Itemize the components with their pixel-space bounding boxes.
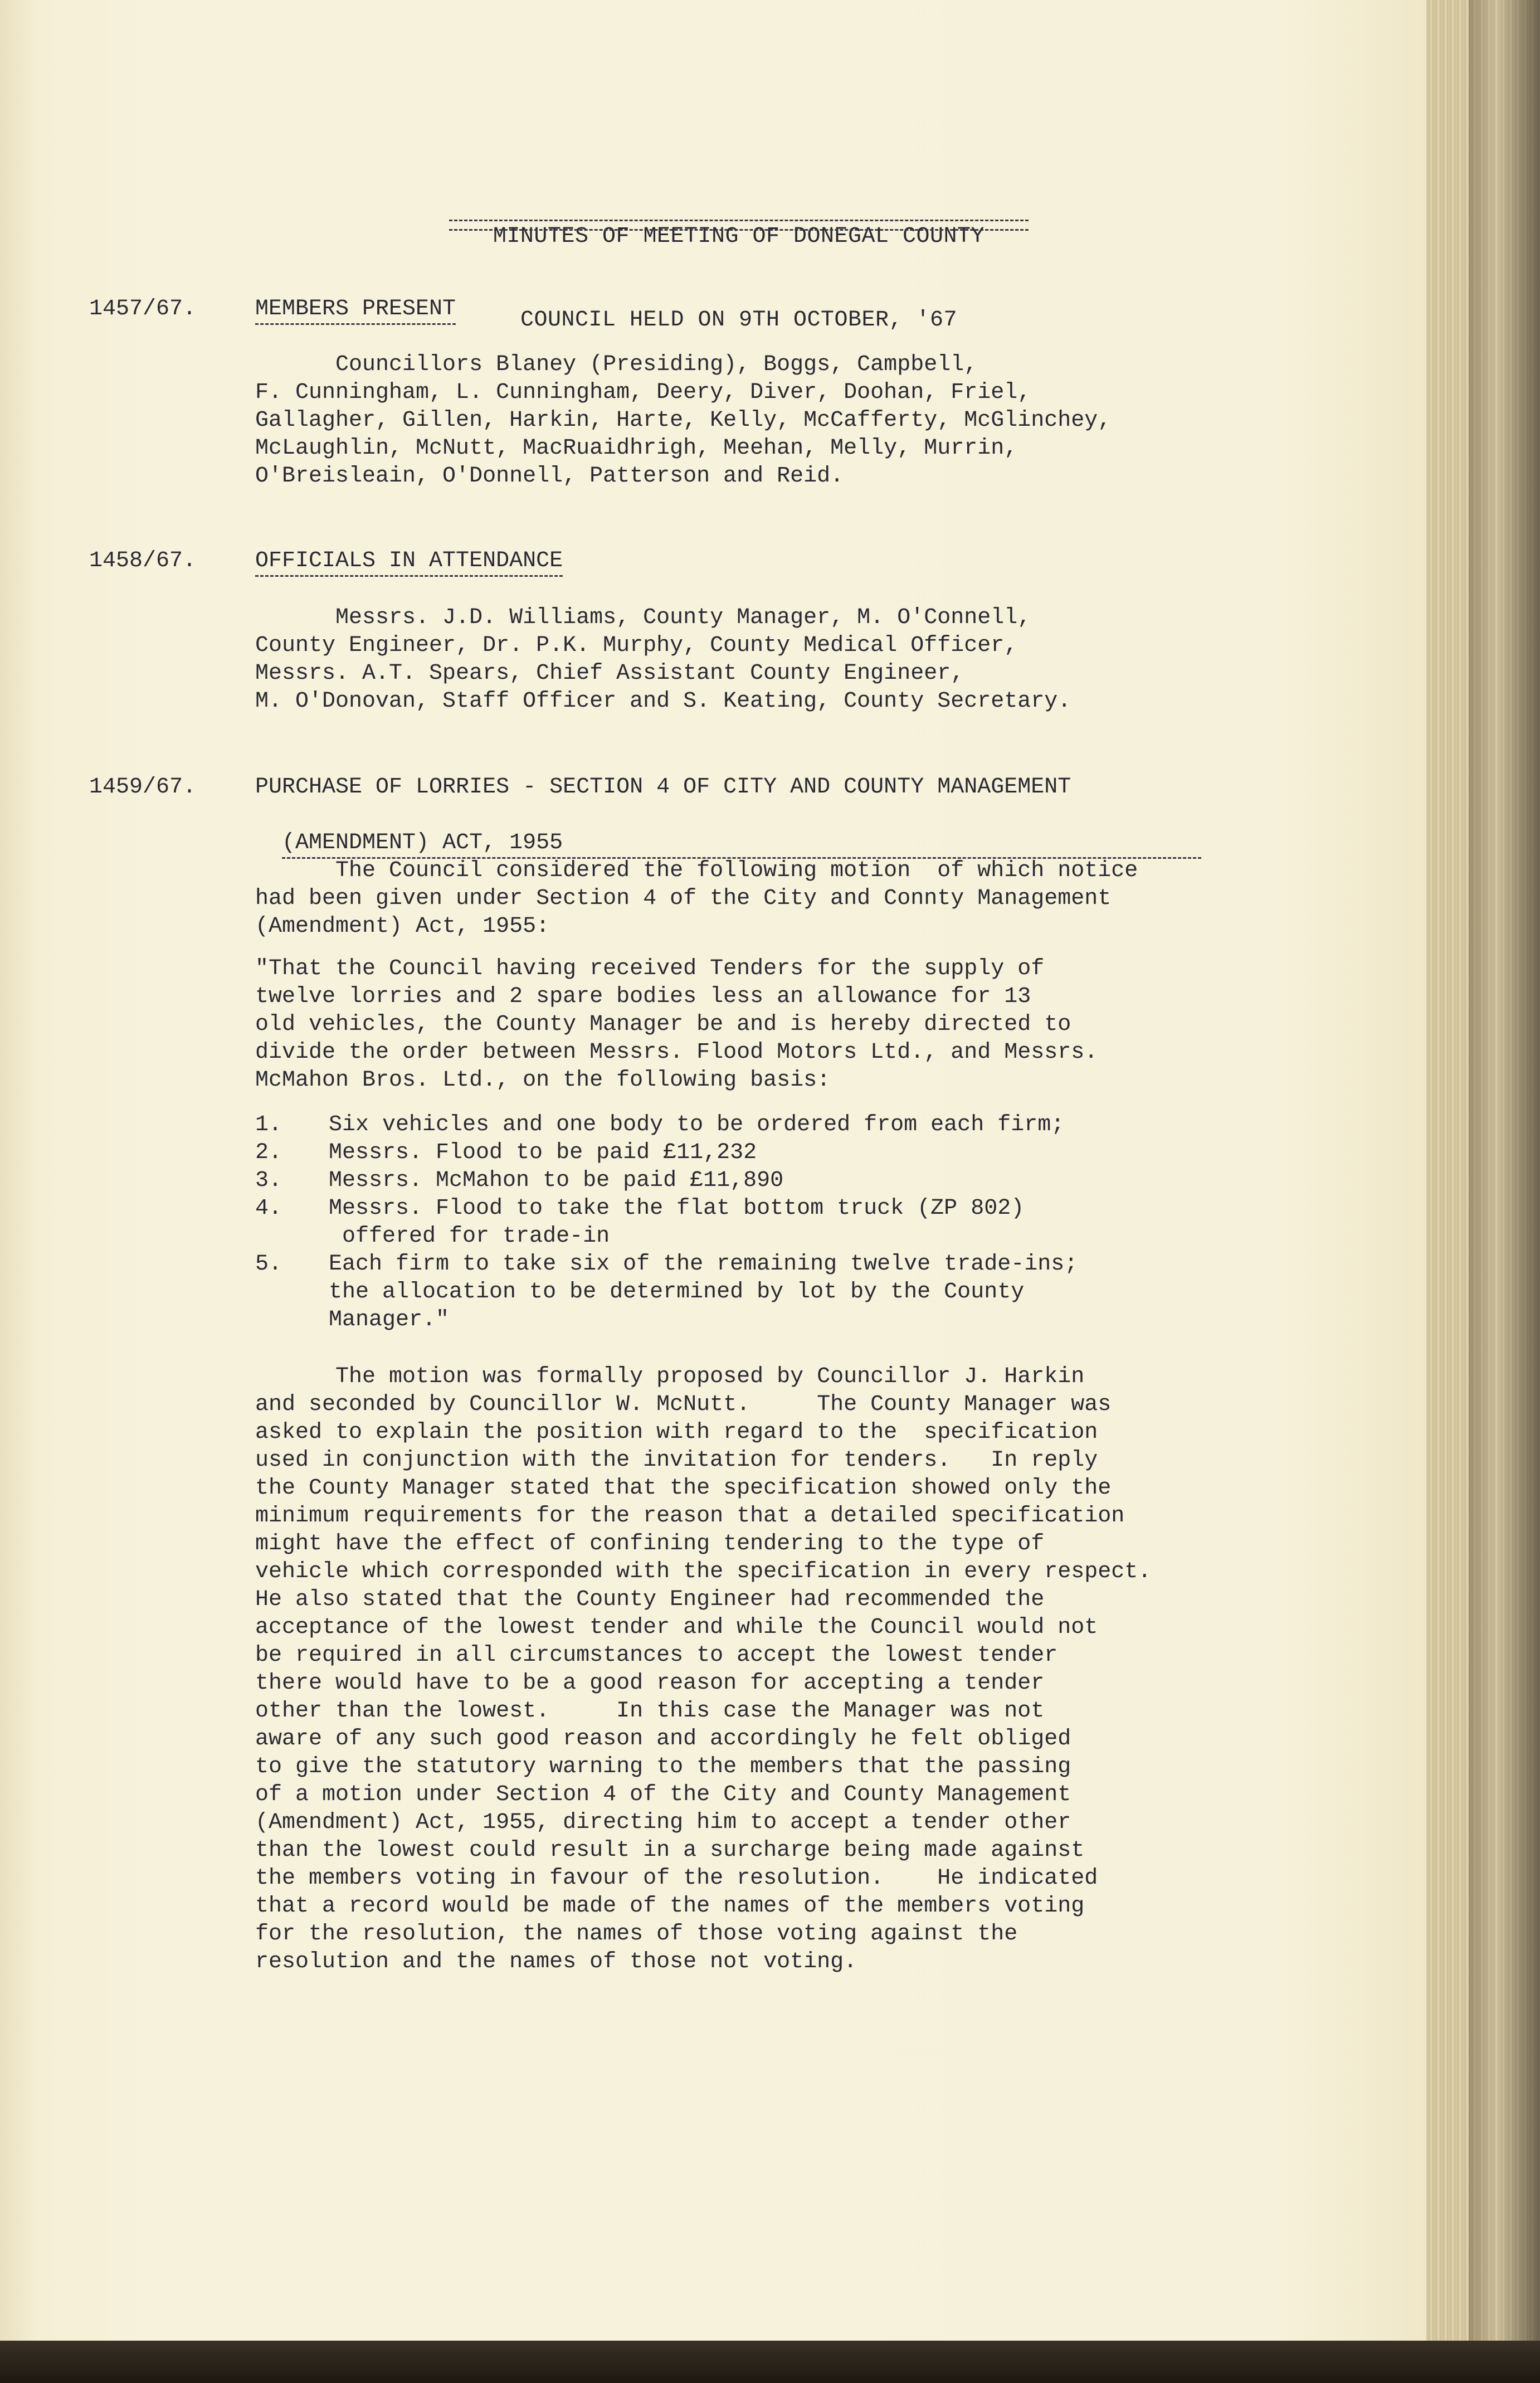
- motion-item-text: Six vehicles and one body to be ordered from each firm;: [329, 1112, 1065, 1137]
- title-line-1: MINUTES OF MEETING OF DONEGAL COUNTY: [493, 224, 985, 249]
- page-bottom-edge: [0, 2341, 1540, 2383]
- motion-item-text: Messrs. Flood to take the flat bottom truck (ZP 802) offered for trade-in: [329, 1196, 1025, 1249]
- minute-number-1459: 1459/67.: [89, 775, 197, 800]
- motion-item-text: Each firm to take six of the remaining twelve trade-ins; the allocation to be determined by lot by the County Manager.": [329, 1252, 1078, 1332]
- motion-item-number: 2.: [255, 1140, 282, 1165]
- heading-officials: OFFICIALS IN ATTENDANCE: [255, 547, 563, 577]
- discussion-text: The motion was formally proposed by Councillor J. Harkin and seconded by Councillor W. McNutt. The County Manager was asked to explain the position with regard to the specification used in conjunction with the invitation for tenders. In reply the County Manager stated that the specification showed only the minimum requirements for the reason that a detailed specification might have the effect of confining tendering to the type of vehicle which corresponded with the specification in every respect. He also stated that the County Engineer had recommended the acceptance of the lowest tender and while the Council would not be required in all circumstances to accept the lowest tender there would have to be a good reason for accepting a tender other than the lowest. In this case the Manager was not aware of any such good reason and accordingly he felt obliged to give the statutory warning to the members that the passing of a motion under Section 4 of the City and County Management (Amendment) Act, 1955, directing him to accept a tender other than the lowest could result in a surcharge being made against the members voting in favour of the resolution. He indicated that a record would be made of the names of the members voting for the resolution, the names of those voting against the resolution and the names of those not voting.: [255, 1364, 1152, 1975]
- motion-item-number: 4.: [255, 1196, 282, 1221]
- document-title: [460, 167, 1017, 362]
- motion-item-text: Messrs. Flood to be paid £11,232: [329, 1140, 757, 1165]
- heading-purchase-line-2: [255, 801, 1175, 859]
- motion-item-text: Messrs. McMahon to be paid £11,890: [329, 1168, 784, 1193]
- motion-item-number: 1.: [255, 1112, 282, 1137]
- heading-purchase-line-1: PURCHASE OF LORRIES - SECTION 4 OF CITY AND COUNTY MANAGEMENT: [255, 775, 1071, 800]
- motion-item-number: 3.: [255, 1168, 282, 1193]
- binding-shadow: [1469, 0, 1540, 2383]
- title-line-2: COUNCIL HELD ON 9TH OCTOBER, '67: [520, 308, 958, 333]
- heading-purchase-line-2-text: (AMENDMENT) ACT, 1955: [282, 829, 1201, 859]
- minute-number-1458: 1458/67.: [89, 548, 197, 573]
- officials-text: Messrs. J.D. Williams, County Manager, M. O'Connell, County Engineer, Dr. P.K. Murphy, County Medical Officer, Messrs. A.T. Spears, Chief Assistant County Engineer, M. O'Donovan, Staff Officer and S. Keating, County Secretary.: [255, 605, 1071, 714]
- members-present-text: Councillors Blaney (Presiding), Boggs, Campbell, F. Cunningham, L. Cunningham, Deery, Diver, Doohan, Friel, Gallagher, Gillen, Harkin, Harte, Kelly, McCafferty, McGlinchey, McLaughlin, McNutt, MacRuaidhrigh, Meehan, Melly, Murrin, O'Breisleain, O'Donnell, Patterson and Reid.: [255, 352, 1112, 489]
- motion-item-number: 5.: [255, 1252, 282, 1277]
- title-double-rule: [449, 220, 1029, 231]
- motion-text: "That the Council having received Tenders for the supply of twelve lorries and 2 spare bodies less an allowance for 13 old vehicles, the County Manager be and is hereby directed to divide the order between Messrs. Flood Motors Ltd., and Messrs. McMahon Bros. Ltd., on the following basis:: [255, 956, 1098, 1093]
- minute-number-1457: 1457/67.: [89, 296, 197, 322]
- heading-members-present: MEMBERS PRESENT: [255, 295, 456, 325]
- purchase-intro: The Council considered the following motion of which notice had been given under Section 4 of the City and Connty Management (Amendment) Act, 1955:: [255, 858, 1138, 939]
